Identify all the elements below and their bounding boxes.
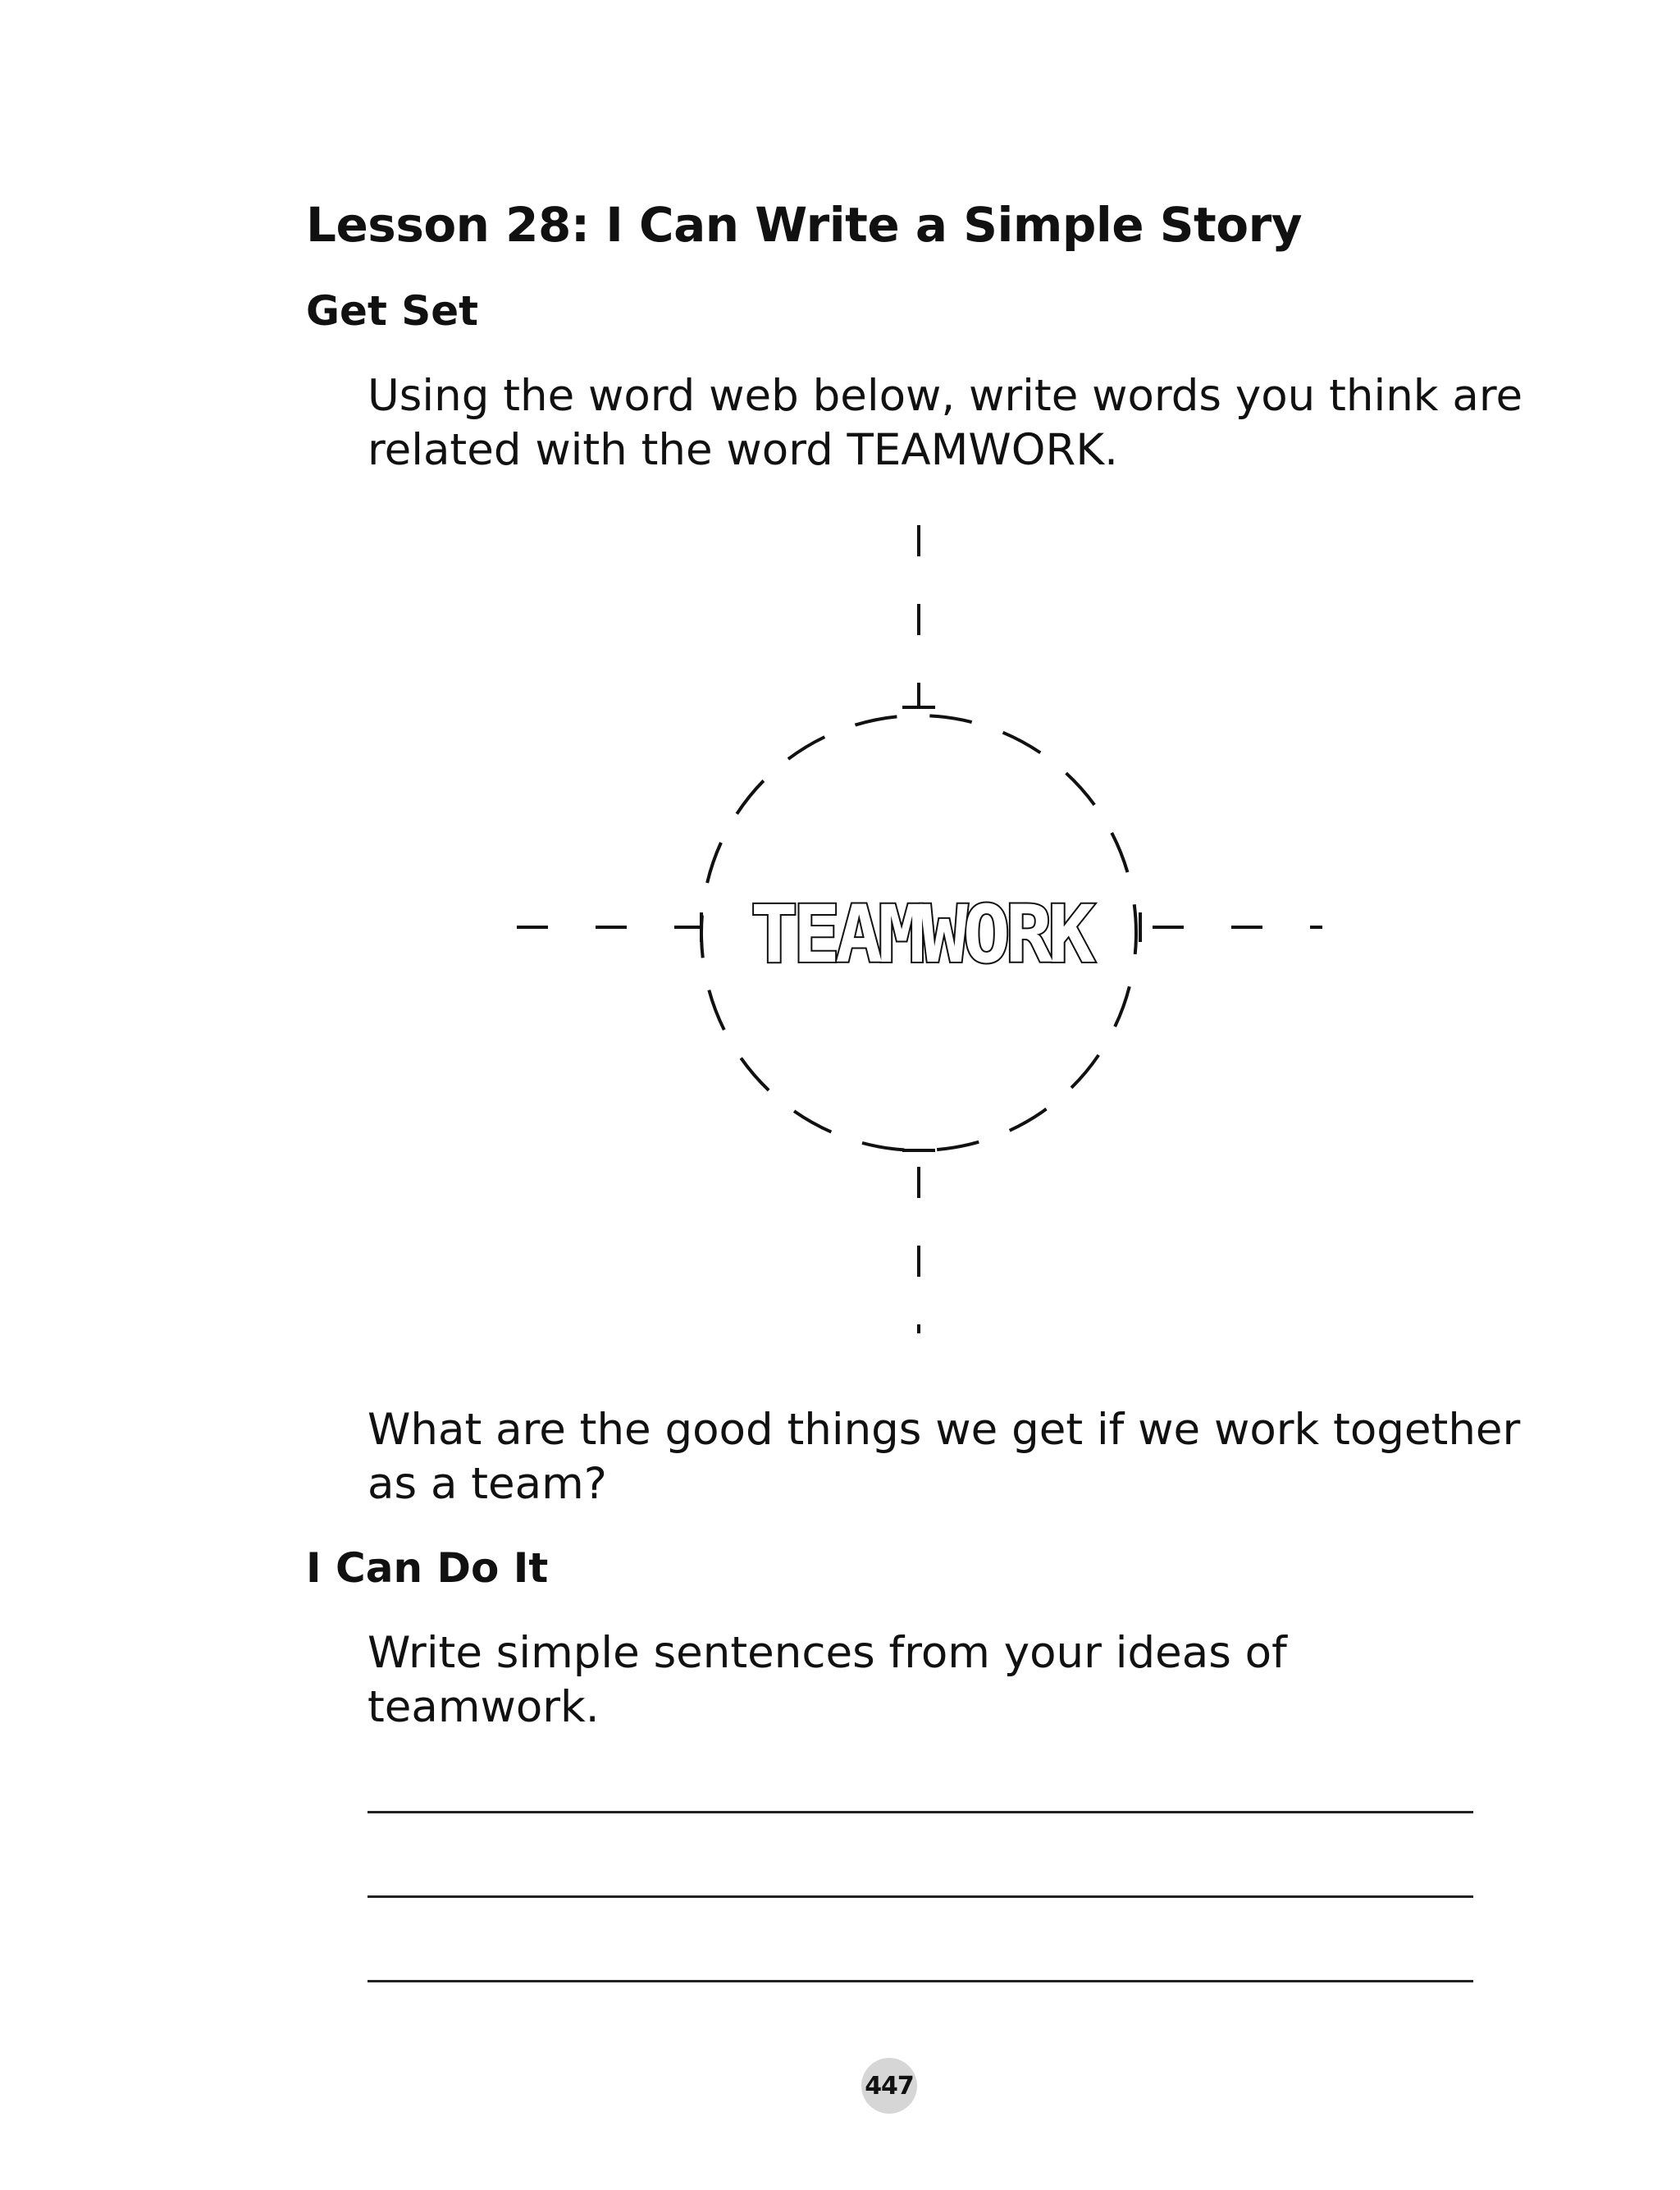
get-set-question: What are the good things we get if we work together as a team? [368, 1405, 1521, 1509]
answer-line[interactable] [368, 1895, 1473, 1898]
i-can-do-it-heading: I Can Do It [306, 1544, 549, 1592]
page-number: 447 [861, 2058, 917, 2114]
get-set-instruction: Using the word web below, write words you think are related with the word TEAMWORK. [368, 371, 1523, 475]
i-can-do-it-instruction: Write simple sentences from your ideas of teamwork. [368, 1628, 1287, 1732]
lesson-title: Lesson 28: I Can Write a Simple Story [306, 197, 1303, 253]
word-web-center-word: TEAMWORK [750, 889, 1091, 981]
answer-line[interactable] [368, 1811, 1473, 1813]
answer-line[interactable] [368, 1980, 1473, 1982]
get-set-heading: Get Set [306, 287, 479, 335]
